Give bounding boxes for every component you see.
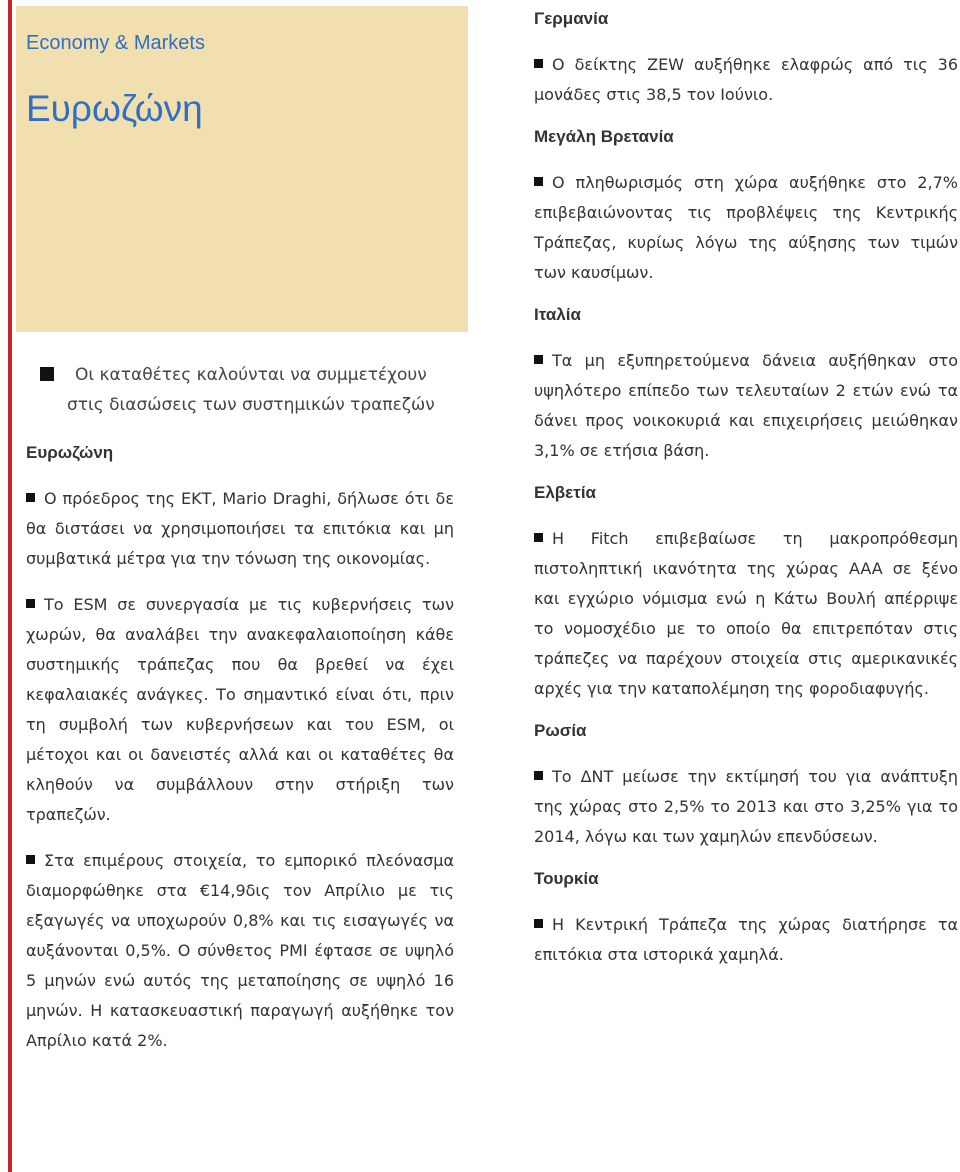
paragraph-text: Το ESM σε συνεργασία με τις κυβερνήσεις των χωρών, θα αναλάβει την ανακεφαλαιοποίηση κάθε συστημικής τράπεζας που θα βρεθεί να έχει κεφαλαιακές ανάγκες. Το σημαντικό είναι ότι, πριν τη συμβολή των κυβερνήσεων και του ESM, οι μέτοχοι και οι δανειστές αλλά και οι καταθέτες θα κληθούν να συμβάλλουν στην στήριξη των τραπεζών.	[26, 595, 454, 824]
paragraph-text: Ο δείκτης ZEW αυξήθηκε ελαφρώς από τις 36 μονάδες στις 38,5 τον Ιούνιο.	[534, 55, 958, 104]
section-title: Τουρκία	[534, 869, 599, 888]
country-section	[534, 4, 958, 110]
square-bullet-icon	[40, 367, 54, 381]
paragraph-text: Στα επιμέρους στοιχεία, το εμπορικό πλεόνασμα διαμορφώθηκε στα €14,9δις τον Απρίλιο με τις εξαγωγές να υποχωρούν 0,8% και τις εισαγωγές να αυξάνονται 0,5%. Ο σύνθετος PMI έφτασε σε υψηλό 5 μηνών ενώ αυτός της μεταποίησης σε υψηλό 16 μηνών. Η κατασκευαστική παραγωγή αυξήθηκε τον Απρίλιο κατά 2%.	[26, 851, 454, 1050]
paragraph	[534, 50, 958, 110]
right-column	[534, 4, 958, 982]
square-bullet-icon	[534, 355, 543, 364]
brand-label: Economy & Markets	[26, 32, 205, 54]
lead-text	[67, 360, 435, 420]
paragraph	[534, 168, 958, 288]
paragraph-text: Το ΔΝΤ μείωσε την εκτίμησή του για ανάπτυξη της χώρας στο 2,5% το 2013 και στο 3,25% για το 2014, λόγω και των χαμηλών επενδύσεων.	[534, 767, 958, 846]
paragraph	[26, 590, 454, 830]
lead-line-1: Οι καταθέτες καλούνται να συμμετέχουν	[75, 365, 427, 385]
paragraph	[534, 910, 958, 970]
section-title-eurozone: Ευρωζώνη	[26, 443, 114, 462]
paragraph	[534, 524, 958, 704]
section-title: Ρωσία	[534, 721, 587, 740]
paragraph-text: Ο πληθωρισμός στη χώρα αυξήθηκε στο 2,7% επιβεβαιώνοντας τις προβλέψεις της Κεντρικής Τράπεζας, κυρίως λόγω της αύξησης των τιμών των καυσίμων.	[534, 173, 958, 282]
country-section	[534, 300, 958, 466]
lead-line-2: στις διασώσεις των συστημικών τραπεζών	[67, 395, 435, 415]
paragraph-text: Η Κεντρική Τράπεζα της χώρας διατήρησε τα επιτόκια στα ιστορικά χαμηλά.	[534, 915, 958, 964]
country-section	[534, 122, 958, 288]
country-section	[534, 478, 958, 704]
square-bullet-icon	[534, 533, 543, 542]
page-title: Ευρωζώνη	[26, 88, 203, 129]
square-bullet-icon	[534, 59, 543, 68]
paragraph	[26, 846, 454, 1056]
section-title: Ιταλία	[534, 305, 581, 324]
square-bullet-icon	[26, 493, 35, 502]
paragraph	[534, 762, 958, 852]
square-bullet-icon	[26, 855, 35, 864]
country-section	[534, 864, 958, 970]
paragraph	[26, 484, 454, 574]
left-column	[26, 438, 454, 1064]
left-red-rule	[8, 0, 12, 1172]
country-section	[534, 716, 958, 852]
square-bullet-icon	[534, 771, 543, 780]
paragraph	[534, 346, 958, 466]
section-title: Μεγάλη Βρετανία	[534, 127, 674, 146]
square-bullet-icon	[534, 919, 543, 928]
paragraph-text: Ο πρόεδρος της ΕΚΤ, Mario Draghi, δήλωσε ότι δε θα διστάσει να χρησιμοποιήσει τα επιτόκια και μη συμβατικά μέτρα για την τόνωση της οικονομίας.	[26, 489, 454, 568]
lead-headline	[40, 360, 460, 420]
square-bullet-icon	[534, 177, 543, 186]
section-title: Γερμανία	[534, 9, 609, 28]
square-bullet-icon	[26, 599, 35, 608]
paragraph-text: Η Fitch επιβεβαίωσε τη μακροπρόθεσμη πιστοληπτική ικανότητα της χώρας AAA σε ξένο και εγχώριο νόμισμα ενώ η Κάτω Βουλή απέρριψε το νομοσχέδιο με το οποίο θα επιτρεπόταν στις τράπεζες να παρέχουν στοιχεία στις αμερικανικές αρχές για την καταπολέμηση της φοροδιαφυγής.	[534, 529, 958, 698]
paragraph-text: Τα μη εξυπηρετούμενα δάνεια αυξήθηκαν στο υψηλότερο επίπεδο των τελευταίων 2 ετών ενώ τα δάνει προς νοικοκυριά και επιχειρήσεις μειώθηκαν 3,1% σε ετήσια βάση.	[534, 351, 958, 460]
section-title: Ελβετία	[534, 483, 596, 502]
